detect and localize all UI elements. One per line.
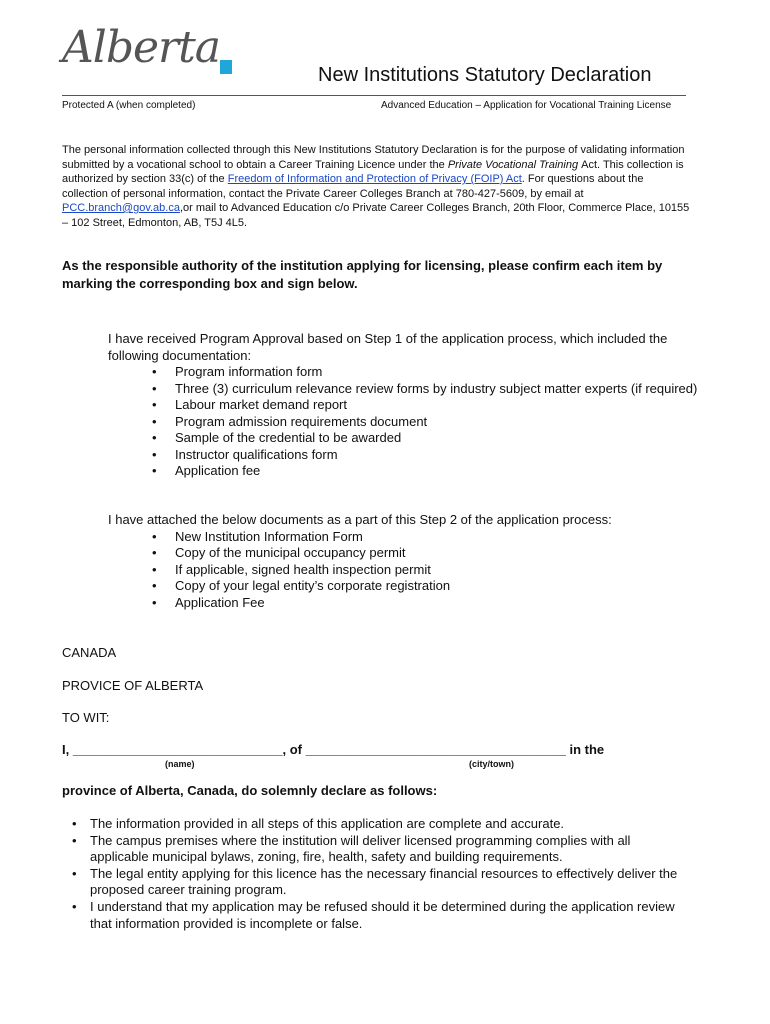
- logo-accent-square: [220, 60, 232, 74]
- list-item: • Three (3) curriculum relevance review forms by industry subject matter experts (if required): [152, 380, 698, 396]
- list-item: • New Institution Information Form: [152, 528, 363, 544]
- list-item: • The legal entity applying for this licence has the necessary financial resources to effectively deliver the proposed career training program.: [72, 865, 678, 898]
- list-item: • Application Fee: [152, 594, 265, 610]
- list-item: • Application fee: [152, 463, 261, 478]
- declaration-statements: [62, 816, 682, 932]
- page-title: New Institutions Statutory Declaration: [318, 64, 652, 86]
- step1-section: [108, 331, 708, 480]
- step2-section: [108, 512, 708, 611]
- step1-lead: I have received Program Approval based on Step 1 of the application process, which included the following documentation:: [108, 331, 668, 363]
- list-item: • Program admission requirements document: [152, 413, 428, 429]
- country-label: CANADA: [62, 645, 117, 660]
- notice-text: ,or mail to Advanced Education c/o Private Career Colleges Branch, 20th Floor, Commerce Place, 10155 – 102 Street, Edmonton, AB, T5J 4L5.: [62, 202, 690, 229]
- alberta-logo-wordmark: Alberta: [62, 22, 220, 73]
- act-name: Private Vocational Training: [447, 158, 582, 171]
- foip-act-link[interactable]: Freedom of Information and Protection of Privacy (FOIP) Act: [227, 173, 522, 185]
- program-label: Advanced Education – Application for Vocational Training License: [381, 100, 672, 111]
- confirmation-instruction: As the responsible authority of the institution applying for licensing, please confirm each item by marking the corresponding box and sign below.: [62, 258, 663, 291]
- list-item: • If applicable, signed health inspection permit: [152, 561, 431, 577]
- city-caption: (city/town): [469, 759, 514, 769]
- step2-list: [108, 529, 708, 612]
- notice-text: . For questions about the collection of personal information, contact the Private Career Colleges Branch at 780-427-5609, by email at: [62, 173, 644, 200]
- header-divider: [62, 95, 686, 96]
- step2-lead: I have attached the below documents as a part of this Step 2 of the application process:: [108, 512, 612, 527]
- to-wit-label: TO WIT:: [62, 710, 110, 725]
- declarant-line[interactable]: I, _____________________________, of ____________________________________ in the: [62, 742, 605, 757]
- list-item: • The information provided in all steps of this application are complete and accurate.: [72, 816, 565, 831]
- list-item: • Labour market demand report: [152, 397, 347, 412]
- list-item: • I understand that my application may be refused should it be determined during the application review that information provided is incomplete or false.: [72, 898, 675, 931]
- list-item: • Copy of the municipal occupancy permit: [152, 545, 406, 560]
- notice-text: Act. This collection is authorized by section 33(c) of the: [62, 158, 684, 185]
- list-item: • The campus premises where the institution will deliver licensed programming complies with all applicable municipal bylaws, zoning, fire, health, safety and building requirements.: [72, 832, 631, 865]
- list-item: • Program information form: [152, 364, 323, 379]
- solemn-declaration: province of Alberta, Canada, do solemnly declare as follows:: [62, 783, 438, 798]
- list-item: • Sample of the credential to be awarded: [152, 430, 402, 445]
- list-item: • Copy of your legal entity’s corporate registration: [152, 578, 451, 593]
- privacy-notice: [62, 143, 692, 230]
- name-caption: (name): [165, 759, 195, 769]
- notice-text: The personal information collected through this New Institutions Statutory Declaration is for the purpose of validating information submitted by a vocational school to obtain a Career Training Licence under the: [62, 144, 685, 171]
- list-item: • Instructor qualifications form: [152, 446, 338, 462]
- province-label: PROVICE OF ALBERTA: [62, 678, 204, 693]
- alberta-logo: [62, 22, 220, 73]
- protected-label: Protected A (when completed): [62, 100, 196, 111]
- step1-list: [108, 364, 708, 480]
- email-link[interactable]: PCC.branch@gov.ab.ca: [62, 202, 180, 214]
